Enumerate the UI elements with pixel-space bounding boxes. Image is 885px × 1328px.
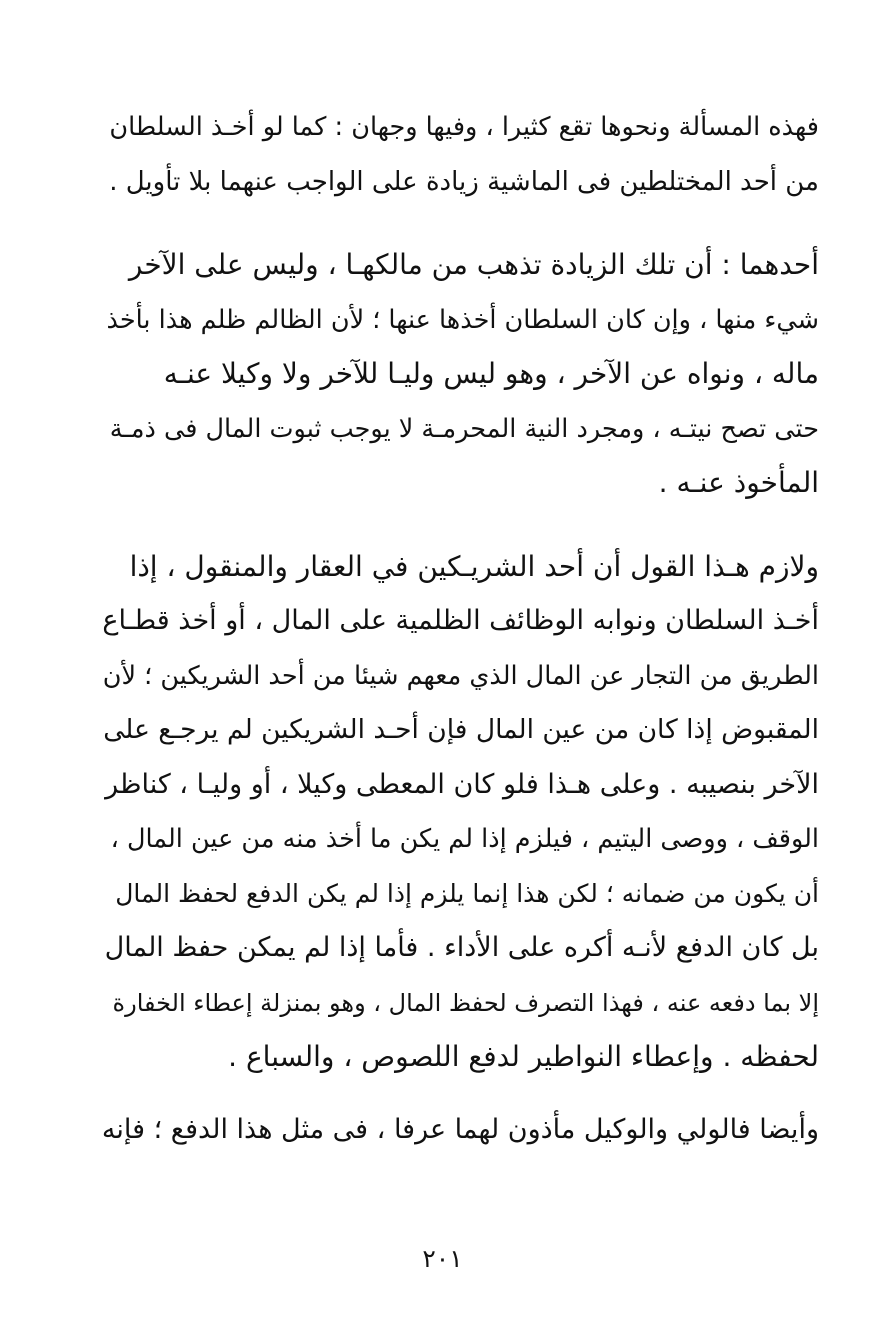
page-number: ٢٠١ (422, 1244, 463, 1273)
text-line: إلا بما دفعه عنه ، فهذا التصرف لحفظ المال ، وهو بمنزلة إعطاء الخفارة (112, 988, 819, 1017)
text-line: أن يكون من ضمانه ؛ لكن هذا إنما يلزم إذا لم يكن الدفع لحفظ المال (115, 878, 819, 908)
text-line: ماله ، ونواه عن الآخر ، وهو ليس وليـا للآخر ولا وكيلا عنـه (163, 357, 819, 390)
text-line: شيء منها ، وإن كان السلطان أخذها عنها ؛ لأن الظالم ظلم هذا بأخذ (106, 304, 819, 335)
text-line: وأيضا فالولي والوكيل مأذون لهما عرفا ، فى مثل هذا الدفع ؛ فإنه (101, 1113, 819, 1145)
text-line: المأخوذ عنـه . (658, 466, 819, 499)
page-body-text (102, 100, 819, 1157)
text-line: بل كان الدفع لأنـه أكره على الأداء . فأما إذا لم يمكن حفظ المال (104, 932, 819, 963)
text-line: أحدهما : أن تلك الزيادة تذهب من مالكهـا ، وليس على الآخر (128, 248, 819, 281)
text-line: أخـذ السلطان ونوابه الوظائف الظلمية على المال ، أو أخذ قطـاع (102, 605, 819, 636)
text-line: الوقف ، ووصى اليتيم ، فيلزم إذا لم يكن ما أخذ منه من عين المال ، (110, 824, 819, 854)
paragraph-2 (102, 238, 819, 511)
paragraph-3 (102, 540, 819, 1085)
text-line: فهذه المسألة ونحوها تقع كثيرا ، وفيها وجهان : كما لو أخـذ السلطان (109, 112, 819, 142)
text-line: الطريق من التجار عن المال الذي معهم شيئا من أحد الشريكين ؛ لأن (102, 660, 819, 691)
paragraph-4 (102, 1103, 819, 1158)
text-line: من أحد المختلطين فى الماشية زيادة على الواجب عنهما بلا تأويل . (109, 166, 819, 197)
text-line: لحفظه . وإعطاء النواطير لدفع اللصوص ، والسباع . (228, 1040, 819, 1073)
text-line: الآخر بنصيبه . وعلى هـذا فلو كان المعطى وكيلا ، أو وليـا ، كناظر (105, 768, 819, 800)
text-line: المقبوض إذا كان من عين المال فإن أحـد الشريكين لم يرجـع على (103, 714, 819, 745)
paragraph-1 (102, 100, 819, 209)
text-line: حتى تصح نيتـه ، ومجرد النية المحرمـة لا يوجب ثبوت المال فى ذمـة (109, 413, 819, 444)
text-line: ولازم هـذا القول أن أحد الشريـكين في العقار والمنقول ، إذا (129, 549, 819, 583)
